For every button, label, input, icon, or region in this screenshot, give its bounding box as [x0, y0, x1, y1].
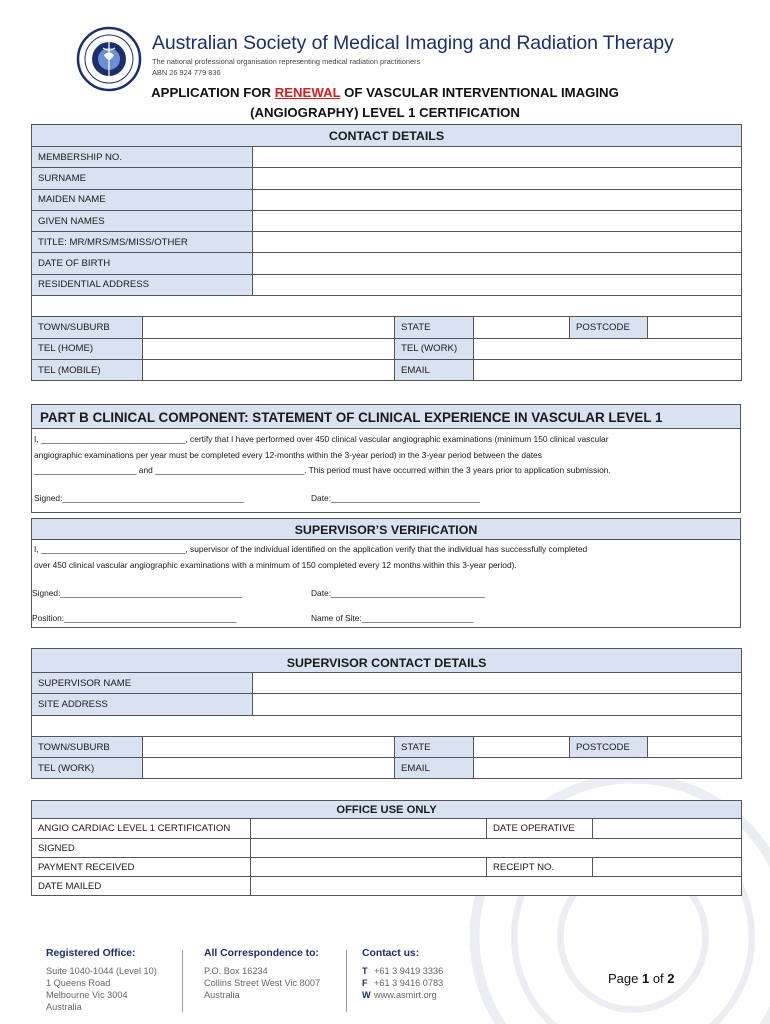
page-of: of	[649, 971, 668, 986]
sup-postcode-field[interactable]	[648, 736, 742, 757]
postcode-field[interactable]	[648, 317, 742, 338]
sup-email-label: EMAIL	[395, 758, 474, 779]
tel-work-field[interactable]	[474, 338, 742, 359]
tel-mobile-label: TEL (MOBILE)	[32, 359, 143, 380]
state-field[interactable]	[474, 317, 570, 338]
sup-postcode-label: POSTCODE	[570, 736, 648, 757]
site-address-label: SITE ADDRESS	[32, 694, 253, 715]
date-operative-label: DATE OPERATIVE	[487, 819, 593, 839]
supervisor-signed-line[interactable]: Signed:_______________________________________	[32, 588, 243, 598]
office-use-table	[31, 800, 742, 896]
email-label: EMAIL	[395, 359, 474, 380]
supervisor-statement-2: over 450 clinical vascular angiographic examinations with a minimum of 150 completed every 12 months within this 3-year period).	[34, 559, 517, 570]
contact-details-table	[31, 124, 742, 381]
supervisor-verification-section	[31, 518, 741, 628]
dob-label: DATE OF BIRTH	[32, 253, 253, 274]
membership-field[interactable]	[253, 147, 742, 168]
footer-contact	[362, 948, 443, 1001]
signed-label: SIGNED	[32, 839, 251, 858]
postcode-label: POSTCODE	[570, 317, 648, 338]
sup-state-field[interactable]	[474, 736, 570, 757]
sup-town-field[interactable]	[143, 736, 395, 757]
site-address-field[interactable]	[253, 694, 742, 715]
registered-office-line-1: Suite 1040-1044 (Level 10)	[46, 966, 157, 976]
surname-label: SURNAME	[32, 168, 253, 189]
site-address-field-line-2[interactable]	[32, 715, 742, 736]
part-b-statement-3[interactable]: ______________________ and ________________________________. This period must have occurred within the 3 years prior to application submission.	[34, 465, 611, 476]
part-b-section	[31, 404, 741, 513]
title-renewal: RENEWAL	[274, 85, 341, 100]
surname-field[interactable]	[253, 168, 742, 189]
contact-fax	[362, 977, 443, 989]
part-b-statement-2: angiographic examinations per year must be completed every 12-months within the 3-year period) in the 3-year period between the dates	[34, 449, 542, 460]
contact-web	[362, 989, 443, 1001]
maiden-name-label: MAIDEN NAME	[32, 189, 253, 210]
title-label: TITLE: MR/MRS/MS/MISS/OTHER	[32, 232, 253, 253]
fax-value: +61 3 9416 0783	[374, 978, 444, 988]
payment-received-field[interactable]	[251, 858, 487, 877]
form-title-line-1	[0, 85, 770, 100]
tel-work-label: TEL (WORK)	[395, 338, 474, 359]
part-b-signed-line[interactable]: Signed:_______________________________________	[34, 493, 245, 503]
asmirt-logo	[76, 26, 142, 92]
angio-certification-field[interactable]	[251, 819, 487, 839]
town-field[interactable]	[143, 317, 395, 338]
town-label: TOWN/SUBURB	[32, 317, 143, 338]
supervisor-name-label: SUPERVISOR NAME	[32, 673, 253, 694]
title-prefix: APPLICATION FOR	[151, 85, 275, 100]
sup-state-label: STATE	[395, 736, 474, 757]
sup-tel-work-field[interactable]	[143, 758, 395, 779]
page-number	[608, 971, 675, 986]
supervisor-date-line[interactable]: Date:_________________________________	[311, 588, 485, 598]
part-b-statement-1: I, _______________________________, certify that I have performed over 450 clinical vascular angiographic examinations (minimum 150 clinical vascular	[34, 434, 609, 444]
correspondence-title: All Correspondence to:	[204, 948, 319, 959]
office-use-heading: OFFICE USE ONLY	[32, 801, 742, 819]
footer-correspondence	[204, 948, 320, 1001]
maiden-name-field[interactable]	[253, 189, 742, 210]
correspondence-line-3: Australia	[204, 990, 240, 1000]
supervisor-contact-table	[31, 648, 742, 779]
sup-town-label: TOWN/SUBURB	[32, 736, 143, 757]
angio-certification-label: ANGIO CARDIAC LEVEL 1 CERTIFICATION	[32, 819, 251, 839]
receipt-no-label: RECEIPT NO.	[487, 858, 593, 877]
date-operative-field[interactable]	[593, 819, 742, 839]
supervisor-name-field[interactable]	[253, 673, 742, 694]
date-mailed-label: DATE MAILED	[32, 877, 251, 896]
correspondence-line-2: Collins Street West Vic 8007	[204, 978, 321, 988]
part-b-heading: PART B CLINICAL COMPONENT: STATEMENT OF CLINICAL EXPERIENCE IN VASCULAR LEVEL 1	[32, 405, 740, 429]
payment-received-label: PAYMENT RECEIVED	[32, 858, 251, 877]
supervisor-position-line[interactable]: Position:_____________________________________	[32, 613, 237, 623]
contact-phone	[362, 965, 443, 977]
state-label: STATE	[395, 317, 474, 338]
contact-details-heading: CONTACT DETAILS	[32, 125, 742, 147]
org-tagline: The national professional organisation representing medical radiation practitioners	[152, 57, 421, 66]
registered-office-title: Registered Office:	[46, 948, 136, 959]
phone-value: +61 3 9419 3336	[374, 966, 444, 976]
phone-key: T	[362, 966, 368, 976]
correspondence-line-1: P.O. Box 16234	[204, 966, 268, 976]
title-field[interactable]	[253, 232, 742, 253]
registered-office-line-2: 1 Queens Road	[46, 978, 111, 988]
web-link[interactable]: www.asmirt.org	[374, 990, 437, 1000]
footer-registered-office	[46, 948, 157, 1013]
sup-email-field[interactable]	[474, 758, 742, 779]
address-field-line-2[interactable]	[32, 296, 742, 317]
page-current: 1	[641, 971, 650, 986]
signed-field[interactable]	[251, 839, 742, 858]
given-names-label: GIVEN NAMES	[32, 210, 253, 231]
title-suffix: OF VASCULAR INTERVENTIONAL IMAGING	[340, 85, 619, 100]
fax-key: F	[362, 978, 368, 988]
part-b-date-line[interactable]: Date:________________________________	[311, 493, 481, 503]
contact-title: Contact us:	[362, 948, 420, 959]
web-key: W	[362, 990, 371, 1000]
receipt-no-field[interactable]	[593, 858, 742, 877]
tel-mobile-field[interactable]	[143, 359, 395, 380]
footer-divider-2	[346, 950, 347, 1012]
org-abn: ABN 26 924 779 836	[152, 68, 221, 77]
letterhead	[76, 26, 726, 82]
footer-divider-1	[182, 950, 183, 1012]
address-field[interactable]	[253, 274, 742, 295]
supervisor-statement-1: I, _______________________________, supervisor of the individual identified on the application verify that the individual has successfully completed	[34, 544, 588, 554]
given-names-field[interactable]	[253, 210, 742, 231]
supervisor-contact-heading: SUPERVISOR CONTACT DETAILS	[32, 649, 742, 673]
supervisor-verification-heading: SUPERVISOR’S VERIFICATION	[32, 519, 740, 540]
supervisor-site-line[interactable]: Name of Site:________________________	[311, 613, 474, 623]
sup-tel-work-label: TEL (WORK)	[32, 758, 143, 779]
address-label: RESIDENTIAL ADDRESS	[32, 274, 253, 295]
membership-label: MEMBERSHIP NO.	[32, 147, 253, 168]
dob-field[interactable]	[253, 253, 742, 274]
org-name: Australian Society of Medical Imaging and Radiation Therapy	[152, 32, 674, 54]
page-total: 2	[667, 971, 675, 986]
email-field[interactable]	[474, 359, 742, 380]
page-prefix: Page	[608, 971, 642, 986]
form-title-line-2: (ANGIOGRAPHY) LEVEL 1 CERTIFICATION	[250, 105, 520, 120]
registered-office-line-4: Australia	[46, 1002, 82, 1012]
registered-office-line-3: Melbourne Vic 3004	[46, 990, 128, 1000]
tel-home-label: TEL (HOME)	[32, 338, 143, 359]
tel-home-field[interactable]	[143, 338, 395, 359]
date-mailed-field[interactable]	[251, 877, 742, 896]
